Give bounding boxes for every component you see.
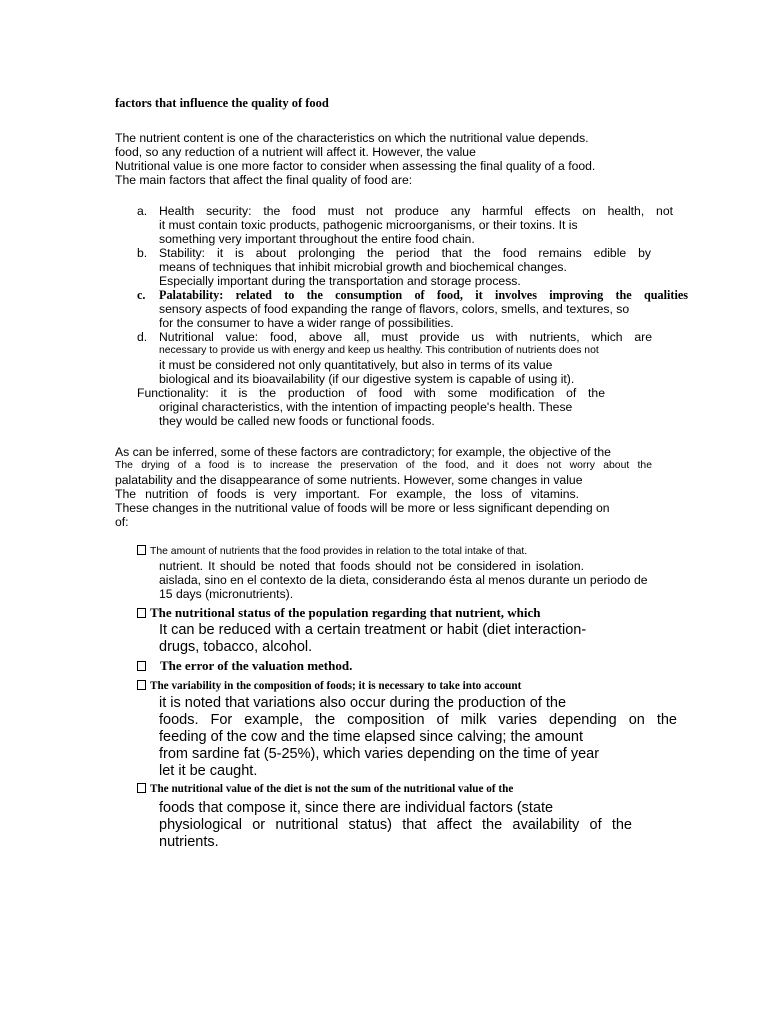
bullet-line: The nutritional value of the diet is not the sum of the nutritional value of the (150, 783, 514, 795)
bullet-item (137, 782, 513, 796)
paragraph-line: of: (115, 515, 129, 529)
factor-a-line: something very important throughout the entire food chain. (159, 232, 475, 246)
list-marker: a. (137, 204, 148, 218)
bullet-line: drugs, tobacco, alcohol. (159, 639, 313, 655)
bullet-item (137, 545, 527, 559)
bullet-line: feeding of the cow and the time elapsed since calving; the amount (159, 729, 583, 745)
factor-b-line: Stability: it is about prolonging the period that the food remains edible by (159, 246, 651, 260)
list-marker: d. (137, 330, 148, 344)
factor-d-line: Nutritional value: food, above all, must provide us with nutrients, which are (159, 330, 652, 344)
bullet-item (137, 679, 521, 693)
factor-e-line: original characteristics, with the intention of impacting people's health. These (159, 400, 573, 414)
factor-c-line: Palatability: related to the consumption of food, it involves improving the qualities (159, 288, 688, 302)
factor-d-line: necessary to provide us with energy and keep us healthy. This contribution of nutrients does not (159, 345, 599, 356)
bullet-line: foods that compose it, since there are individual factors (state (159, 800, 554, 816)
bullet-line: The variability in the composition of foods; it is necessary to take into account (150, 680, 522, 692)
bullet-item (137, 659, 352, 673)
intro-line: The main factors that affect the final quality of food are: (115, 173, 413, 187)
factor-a-line: it must contain toxic products, pathogenic microorganisms, or their toxins. It is (159, 218, 578, 232)
factor-d-line: biological and its bioavailability (if our digestive system is capable of using it). (159, 372, 575, 386)
paragraph-line: The drying of a food is to increase the preservation of the food, and it does not worry about the (115, 460, 652, 471)
paragraph-line: As can be inferred, some of these factors are contradictory; for example, the objective of the (115, 445, 611, 459)
factor-b-line: means of techniques that inhibit microbial growth and biochemical changes. (159, 260, 567, 274)
checkbox-bullet-icon (137, 680, 146, 690)
factor-c-line: sensory aspects of food expanding the range of flavors, colors, smells, and textures, so (159, 302, 630, 316)
checkbox-bullet-icon (137, 545, 146, 555)
bullet-line: 15 days (micronutrients). (159, 587, 294, 601)
bullet-item (137, 606, 541, 620)
factor-c-line: for the consumer to have a wider range of possibilities. (159, 316, 454, 330)
bullet-line: The nutritional status of the population regarding that nutrient, which (150, 605, 541, 620)
intro-line: The nutrient content is one of the characteristics on which the nutritional value depends. (115, 131, 589, 145)
paragraph-line: These changes in the nutritional value of foods will be more or less significant depending on (115, 501, 610, 515)
factor-e-line: Functionality: it is the production of food with some modification of the (137, 386, 605, 400)
bullet-line: nutrients. (159, 834, 219, 850)
list-marker: b. (137, 246, 148, 260)
intro-line: food, so any reduction of a nutrient will affect it. However, the value (115, 145, 476, 159)
bullet-line: aislada, sino en el contexto de la dieta, considerando ésta al menos durante un periodo de (159, 573, 648, 587)
factor-a-line: Health security: the food must not produce any harmful effects on health, not (159, 204, 673, 218)
bullet-line: The error of the valuation method. (160, 658, 353, 673)
factor-d-line: it must be considered not only quantitatively, but also in terms of its value (159, 358, 553, 372)
factor-b-line: Especially important during the transportation and storage process. (159, 274, 521, 288)
paragraph-line: palatability and the disappearance of some nutrients. However, some changes in value (115, 473, 583, 487)
bullet-line: foods. For example, the composition of milk varies depending on the (159, 712, 677, 728)
bullet-line: physiological or nutritional status) that affect the availability of the (159, 817, 632, 833)
checkbox-bullet-icon (137, 608, 146, 618)
paragraph-line: The nutrition of foods is very important. For example, the loss of vitamins. (115, 487, 579, 501)
list-marker: c. (137, 288, 146, 302)
checkbox-bullet-icon (137, 783, 146, 793)
bullet-line: from sardine fat (5-25%), which varies depending on the time of year (159, 746, 600, 762)
document-title: factors that influence the quality of food (115, 96, 329, 110)
factor-e-line: they would be called new foods or functional foods. (159, 414, 435, 428)
bullet-line: It can be reduced with a certain treatment or habit (diet interaction- (159, 622, 587, 638)
bullet-line: The amount of nutrients that the food provides in relation to the total intake of that. (150, 546, 528, 557)
checkbox-bullet-icon (137, 661, 146, 671)
bullet-line: nutrient. It should be noted that foods should not be considered in isolation. (159, 559, 584, 573)
intro-line: Nutritional value is one more factor to consider when assessing the final quality of a food. (115, 159, 596, 173)
bullet-line: let it be caught. (159, 763, 258, 779)
bullet-line: it is noted that variations also occur during the production of the (159, 695, 567, 711)
